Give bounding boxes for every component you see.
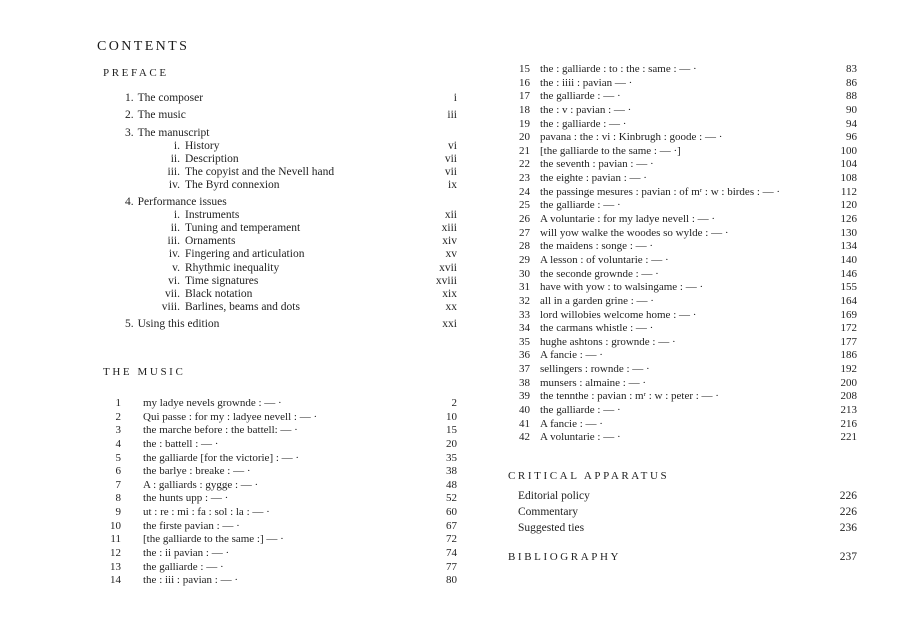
music-item [508, 199, 857, 213]
music-item-number: 2 [115, 410, 121, 423]
preface-list [97, 88, 457, 331]
bibliography-row [508, 551, 857, 563]
music-item [508, 77, 857, 91]
music-item-title: all in a garden grine : — · [540, 294, 654, 307]
leader-space [584, 520, 840, 536]
page-number: 192 [840, 363, 857, 376]
preface-sub-item-numeral: ii. [170, 152, 180, 165]
page-number: 77 [446, 560, 457, 573]
music-item-number: 5 [115, 451, 121, 464]
music-item-number: 6 [115, 465, 121, 478]
page-number: 35 [446, 451, 457, 464]
preface-sub-item [97, 301, 457, 314]
music-item [508, 377, 857, 391]
music-item-number: 27 [519, 226, 530, 239]
page-number: 83 [846, 63, 857, 75]
page-number: xvii [439, 261, 457, 274]
preface-item-number: 1. [125, 92, 134, 105]
music-item-title: the : v : pavian : — · [540, 103, 632, 116]
preface-sub-item-label: Description [185, 152, 239, 165]
page-number: i [453, 92, 457, 105]
preface-item-label: Performance issues [137, 196, 227, 209]
leader-space [252, 288, 442, 301]
music-item-title: have with yow : to walsingame : — · [540, 281, 704, 294]
page-number: xix [442, 287, 457, 300]
preface-sub-item-numeral: iv. [168, 178, 180, 191]
music-item-title: will yow walke the woodes so wylde : — · [540, 226, 729, 239]
page-number: 200 [840, 376, 857, 389]
music-item-title: A lesson : of voluntarie : — · [540, 253, 669, 266]
page-number: 164 [840, 294, 857, 307]
page-number: xviii [435, 274, 457, 287]
music-item-number: 18 [519, 103, 530, 116]
preface-sub-item-numeral: v. [172, 261, 180, 274]
music-item-title: sellingers : rownde : — · [540, 363, 650, 376]
leader-space [280, 179, 449, 192]
page-number: 52 [446, 492, 457, 505]
page-number: 67 [446, 519, 457, 532]
music-item-number: 28 [519, 240, 530, 253]
apparatus-item [508, 488, 857, 504]
music-item [508, 145, 857, 159]
music-item-number: 39 [519, 390, 530, 403]
music-item-number: 9 [115, 506, 121, 519]
music-item-title: my ladye nevels grownde : — · [143, 397, 282, 409]
preface-item-number: 3. [125, 126, 134, 139]
music-item-title: the tennthe : pavian : mʳ : w : peter : — · [540, 390, 719, 403]
music-item [97, 397, 457, 411]
music-item [97, 411, 457, 425]
preface-sub-item-numeral: vi. [168, 274, 180, 287]
music-item-number: 38 [519, 376, 530, 389]
preface-sub-item [97, 179, 457, 192]
preface-sub-item [97, 166, 457, 179]
page-number: 60 [446, 506, 457, 519]
preface-item-label: Using this edition [137, 318, 220, 331]
music-item-title: A fancie : — · [540, 349, 603, 362]
music-item [508, 268, 857, 282]
preface-sub-item [97, 262, 457, 275]
preface-sub-item [97, 222, 457, 235]
page-number: 72 [446, 533, 457, 546]
preface-item [97, 109, 457, 122]
music-item-title: the seventh : pavian : — · [540, 158, 654, 171]
music-item-number: 20 [519, 131, 530, 144]
music-item [97, 533, 457, 547]
page-number: 172 [840, 322, 857, 335]
music-item-number: 40 [519, 404, 530, 417]
page-title: CONTENTS [97, 39, 190, 54]
music-item [97, 506, 457, 520]
page-number: 155 [840, 281, 857, 294]
music-item [508, 418, 857, 432]
page-number: 226 [839, 506, 857, 518]
page-number: xiv [442, 235, 457, 248]
page-number: 108 [840, 172, 857, 185]
preface-heading: PREFACE [103, 67, 169, 79]
music-item-number: 13 [110, 560, 121, 573]
page-number: ix [448, 178, 457, 191]
music-item-title: the eighte : pavian : — · [540, 172, 647, 185]
music-item [508, 90, 857, 104]
music-item [508, 404, 857, 418]
preface-sub-item-numeral: viii. [161, 300, 180, 313]
apparatus-item-label: Suggested ties [518, 522, 585, 534]
preface-item [97, 92, 457, 105]
music-item [508, 295, 857, 309]
music-item-number: 23 [519, 172, 530, 185]
music-item-title: the galliarde : — · [540, 199, 621, 212]
leader-space [279, 262, 439, 275]
page-number: 216 [840, 417, 857, 430]
bibliography-page-number: 237 [839, 551, 857, 563]
music-item-title: the : galliarde : to : the : same : — · [540, 63, 697, 75]
music-item [97, 547, 457, 561]
music-item-title: the seconde grownde : — · [540, 267, 659, 280]
music-item-number: 37 [519, 363, 530, 376]
page-number: 38 [446, 465, 457, 478]
page-number: 186 [840, 349, 857, 362]
music-list-right [508, 63, 857, 445]
leader-space [334, 166, 445, 179]
music-item-title: the barlye : breake : — · [143, 465, 251, 478]
music-item-title: the : galliarde : — · [540, 117, 627, 130]
music-item [508, 131, 857, 145]
music-item-title: [the galliarde to the same : — ·] [540, 144, 681, 157]
preface-item [97, 127, 457, 140]
page-number: 94 [846, 117, 857, 130]
music-item-title: A : galliards : gygge : — · [143, 478, 259, 491]
music-item-number: 41 [519, 417, 530, 430]
music-item [508, 213, 857, 227]
page-number: 10 [446, 410, 457, 423]
music-item-title: the passinge mesures : pavian : of mʳ : w : birdes : — · [540, 185, 781, 198]
music-item [97, 479, 457, 493]
page-number: 80 [446, 574, 457, 587]
page-number: 90 [846, 103, 857, 116]
music-item-number: 3 [115, 424, 121, 437]
music-item-title: the hunts upp : — · [143, 492, 229, 505]
page-number: 146 [840, 267, 857, 280]
preface-sub-item-label: The Byrd connexion [185, 178, 280, 191]
page-number: 236 [839, 522, 857, 534]
music-item-number: 25 [519, 199, 530, 212]
music-item-title: the maidens : songe : — · [540, 240, 654, 253]
music-heading: THE MUSIC [103, 366, 186, 378]
music-item [508, 186, 857, 200]
music-item-title: A voluntarie : for my ladye nevell : — · [540, 213, 716, 226]
music-item-title: the carmans whistle : — · [540, 322, 654, 335]
critical-apparatus-list [508, 488, 857, 536]
music-item [508, 363, 857, 377]
leader-space [186, 109, 448, 122]
music-item-number: 17 [519, 90, 530, 103]
music-item [97, 424, 457, 438]
music-item-title: the : iiii : pavian — · [540, 76, 633, 89]
preface-sub-item [97, 153, 457, 166]
music-item [97, 492, 457, 506]
music-item [97, 574, 457, 588]
preface-sub-item [97, 235, 457, 248]
preface-item-label: The composer [137, 92, 204, 105]
preface-sub-item-numeral: vii. [164, 287, 180, 300]
preface-item-label: The music [137, 109, 186, 122]
preface-item-label: The manuscript [137, 126, 210, 139]
music-item-number: 11 [110, 533, 121, 546]
music-item-title: pavana : the : vi : Kinbrugh : goode : — · [540, 131, 723, 144]
leader-space [258, 275, 436, 288]
music-item-number: 15 [519, 63, 530, 75]
preface-sub-item-label: Fingering and articulation [185, 248, 305, 261]
page-number: xii [444, 209, 457, 222]
music-item [508, 390, 857, 404]
preface-sub-item [97, 288, 457, 301]
preface-item-number: 5. [125, 318, 134, 331]
preface-sub-item-numeral: i. [173, 139, 180, 152]
page-number: 120 [840, 199, 857, 212]
music-item-title: the marche before : the battell: — · [143, 424, 298, 437]
page-number: 104 [840, 158, 857, 171]
music-item-number: 4 [115, 437, 121, 450]
leader-space [239, 209, 445, 222]
leader-space [219, 318, 442, 331]
music-item-number: 26 [519, 213, 530, 226]
music-item-title: the : ii pavian : — · [143, 547, 230, 560]
leader-space [578, 504, 840, 520]
music-item-number: 16 [519, 76, 530, 89]
apparatus-item [508, 520, 857, 536]
preface-sub-item [97, 248, 457, 261]
leader-space [227, 196, 457, 209]
apparatus-item-label: Commentary [518, 506, 579, 518]
music-item-number: 24 [519, 185, 530, 198]
music-item-number: 29 [519, 253, 530, 266]
music-item [508, 309, 857, 323]
music-item-number: 10 [110, 519, 121, 532]
leader-space [300, 301, 446, 314]
music-item-number: 36 [519, 349, 530, 362]
preface-sub-item-label: Instruments [185, 209, 240, 222]
music-item-title: the galliarde : — · [540, 404, 621, 417]
music-item [97, 465, 457, 479]
preface-sub-item-numeral: ii. [170, 222, 180, 235]
page-number: 221 [840, 431, 857, 444]
music-item [508, 240, 857, 254]
music-item-title: ut : re : mi : fa : sol : la : — · [143, 506, 270, 519]
leader-space [235, 235, 442, 248]
page-number: 100 [840, 144, 857, 157]
music-item-title: Qui passe : for my : ladyee nevell : — · [143, 410, 318, 423]
page-number: 86 [846, 76, 857, 89]
music-item-number: 7 [115, 478, 121, 491]
music-item-title: the galliarde [for the victorie] : — · [143, 451, 300, 464]
preface-item [97, 318, 457, 331]
music-item [97, 520, 457, 534]
preface-sub-item-label: The copyist and the Nevell hand [185, 165, 335, 178]
music-item-title: A voluntarie : — · [540, 431, 621, 444]
music-item [508, 104, 857, 118]
page-number: 112 [840, 185, 857, 198]
preface-sub-item-label: Tuning and temperament [185, 222, 301, 235]
music-list-left [97, 397, 457, 588]
music-item-title: the : battell : — · [143, 437, 219, 450]
music-item [508, 118, 857, 132]
music-item [97, 438, 457, 452]
preface-sub-item-label: Time signatures [185, 274, 259, 287]
preface-sub-item-numeral: iii. [167, 165, 180, 178]
page-number: 15 [446, 424, 457, 437]
music-item [508, 336, 857, 350]
music-item-title: A fancie : — · [540, 417, 603, 430]
music-item-number: 1 [115, 397, 121, 409]
music-item-title: the galliarde : — · [143, 560, 224, 573]
leader-space [220, 140, 449, 153]
music-item-title: the firste pavian : — · [143, 519, 240, 532]
page-number: vii [444, 165, 457, 178]
music-item-number: 12 [110, 547, 121, 560]
preface-item [97, 196, 457, 209]
page-number: 2 [451, 397, 457, 409]
music-item [508, 63, 857, 77]
music-item-number: 19 [519, 117, 530, 130]
preface-sub-item-label: History [185, 139, 220, 152]
page-number: iii [447, 109, 457, 122]
music-item [97, 561, 457, 575]
preface-sub-item-numeral: iv. [168, 248, 180, 261]
leader-space [209, 127, 457, 140]
music-item-number: 31 [519, 281, 530, 294]
preface-sub-item-numeral: iii. [167, 235, 180, 248]
music-item-number: 21 [519, 144, 530, 157]
music-item-number: 30 [519, 267, 530, 280]
page-number: 134 [840, 240, 857, 253]
preface-sub-item [97, 209, 457, 222]
music-item [508, 227, 857, 241]
music-item-number: 22 [519, 158, 530, 171]
music-item-number: 14 [110, 574, 121, 587]
music-item [508, 281, 857, 295]
preface-sub-item-label: Ornaments [185, 235, 236, 248]
music-item [508, 254, 857, 268]
leader-space [300, 222, 441, 235]
preface-sub-item-label: Black notation [185, 287, 253, 300]
page-number: 96 [846, 131, 857, 144]
music-item-number: 33 [519, 308, 530, 321]
page-number: xxi [442, 318, 457, 331]
apparatus-item-label: Editorial policy [518, 490, 590, 502]
music-item-title: lord willobies welcome home : — · [540, 308, 697, 321]
page-number: 126 [840, 213, 857, 226]
music-item [508, 349, 857, 363]
music-item [508, 158, 857, 172]
music-item [508, 322, 857, 336]
page-number: xx [445, 300, 457, 313]
preface-sub-item-label: Barlines, beams and dots [185, 300, 300, 313]
music-item [508, 431, 857, 445]
music-item [508, 172, 857, 186]
music-item-number: 34 [519, 322, 530, 335]
page-number: xiii [441, 222, 457, 235]
page-number: xv [445, 248, 457, 261]
critical-apparatus-heading: CRITICAL APPARATUS [508, 470, 670, 482]
page-number: 130 [840, 226, 857, 239]
preface-item-number: 2. [125, 109, 134, 122]
page-number: 177 [840, 335, 857, 348]
music-item-title: the galliarde : — · [540, 90, 621, 103]
music-item-title: hughe ashtons : grownde : — · [540, 335, 676, 348]
page-number: 213 [840, 404, 857, 417]
page-number: 20 [446, 437, 457, 450]
apparatus-item [508, 504, 857, 520]
bibliography-heading: BIBLIOGRAPHY [508, 551, 622, 563]
music-item-number: 35 [519, 335, 530, 348]
leader-space [239, 153, 445, 166]
page-number: 88 [846, 90, 857, 103]
music-item-number: 8 [115, 492, 121, 505]
page-number: 208 [840, 390, 857, 403]
page-number: 226 [839, 490, 857, 502]
page-number: 169 [840, 308, 857, 321]
preface-item-number: 4. [125, 196, 134, 209]
page-number: vi [448, 139, 457, 152]
music-item [97, 452, 457, 466]
preface-sub-item-numeral: i. [173, 209, 180, 222]
preface-sub-item [97, 140, 457, 153]
music-item-title: the : iii : pavian : — · [143, 574, 239, 587]
page-number: 48 [446, 478, 457, 491]
preface-sub-item-label: Rhythmic inequality [185, 261, 280, 274]
leader-space [203, 92, 454, 105]
music-item-title: munsers : almaine : — · [540, 376, 647, 389]
leader-space [304, 248, 445, 261]
page-number: 74 [446, 547, 457, 560]
preface-sub-item [97, 275, 457, 288]
page-number: 140 [840, 253, 857, 266]
music-item-title: [the galliarde to the same :] — · [143, 533, 284, 546]
page-number: vii [444, 152, 457, 165]
music-item-number: 42 [519, 431, 530, 444]
music-item-number: 32 [519, 294, 530, 307]
leader-space [590, 488, 840, 504]
